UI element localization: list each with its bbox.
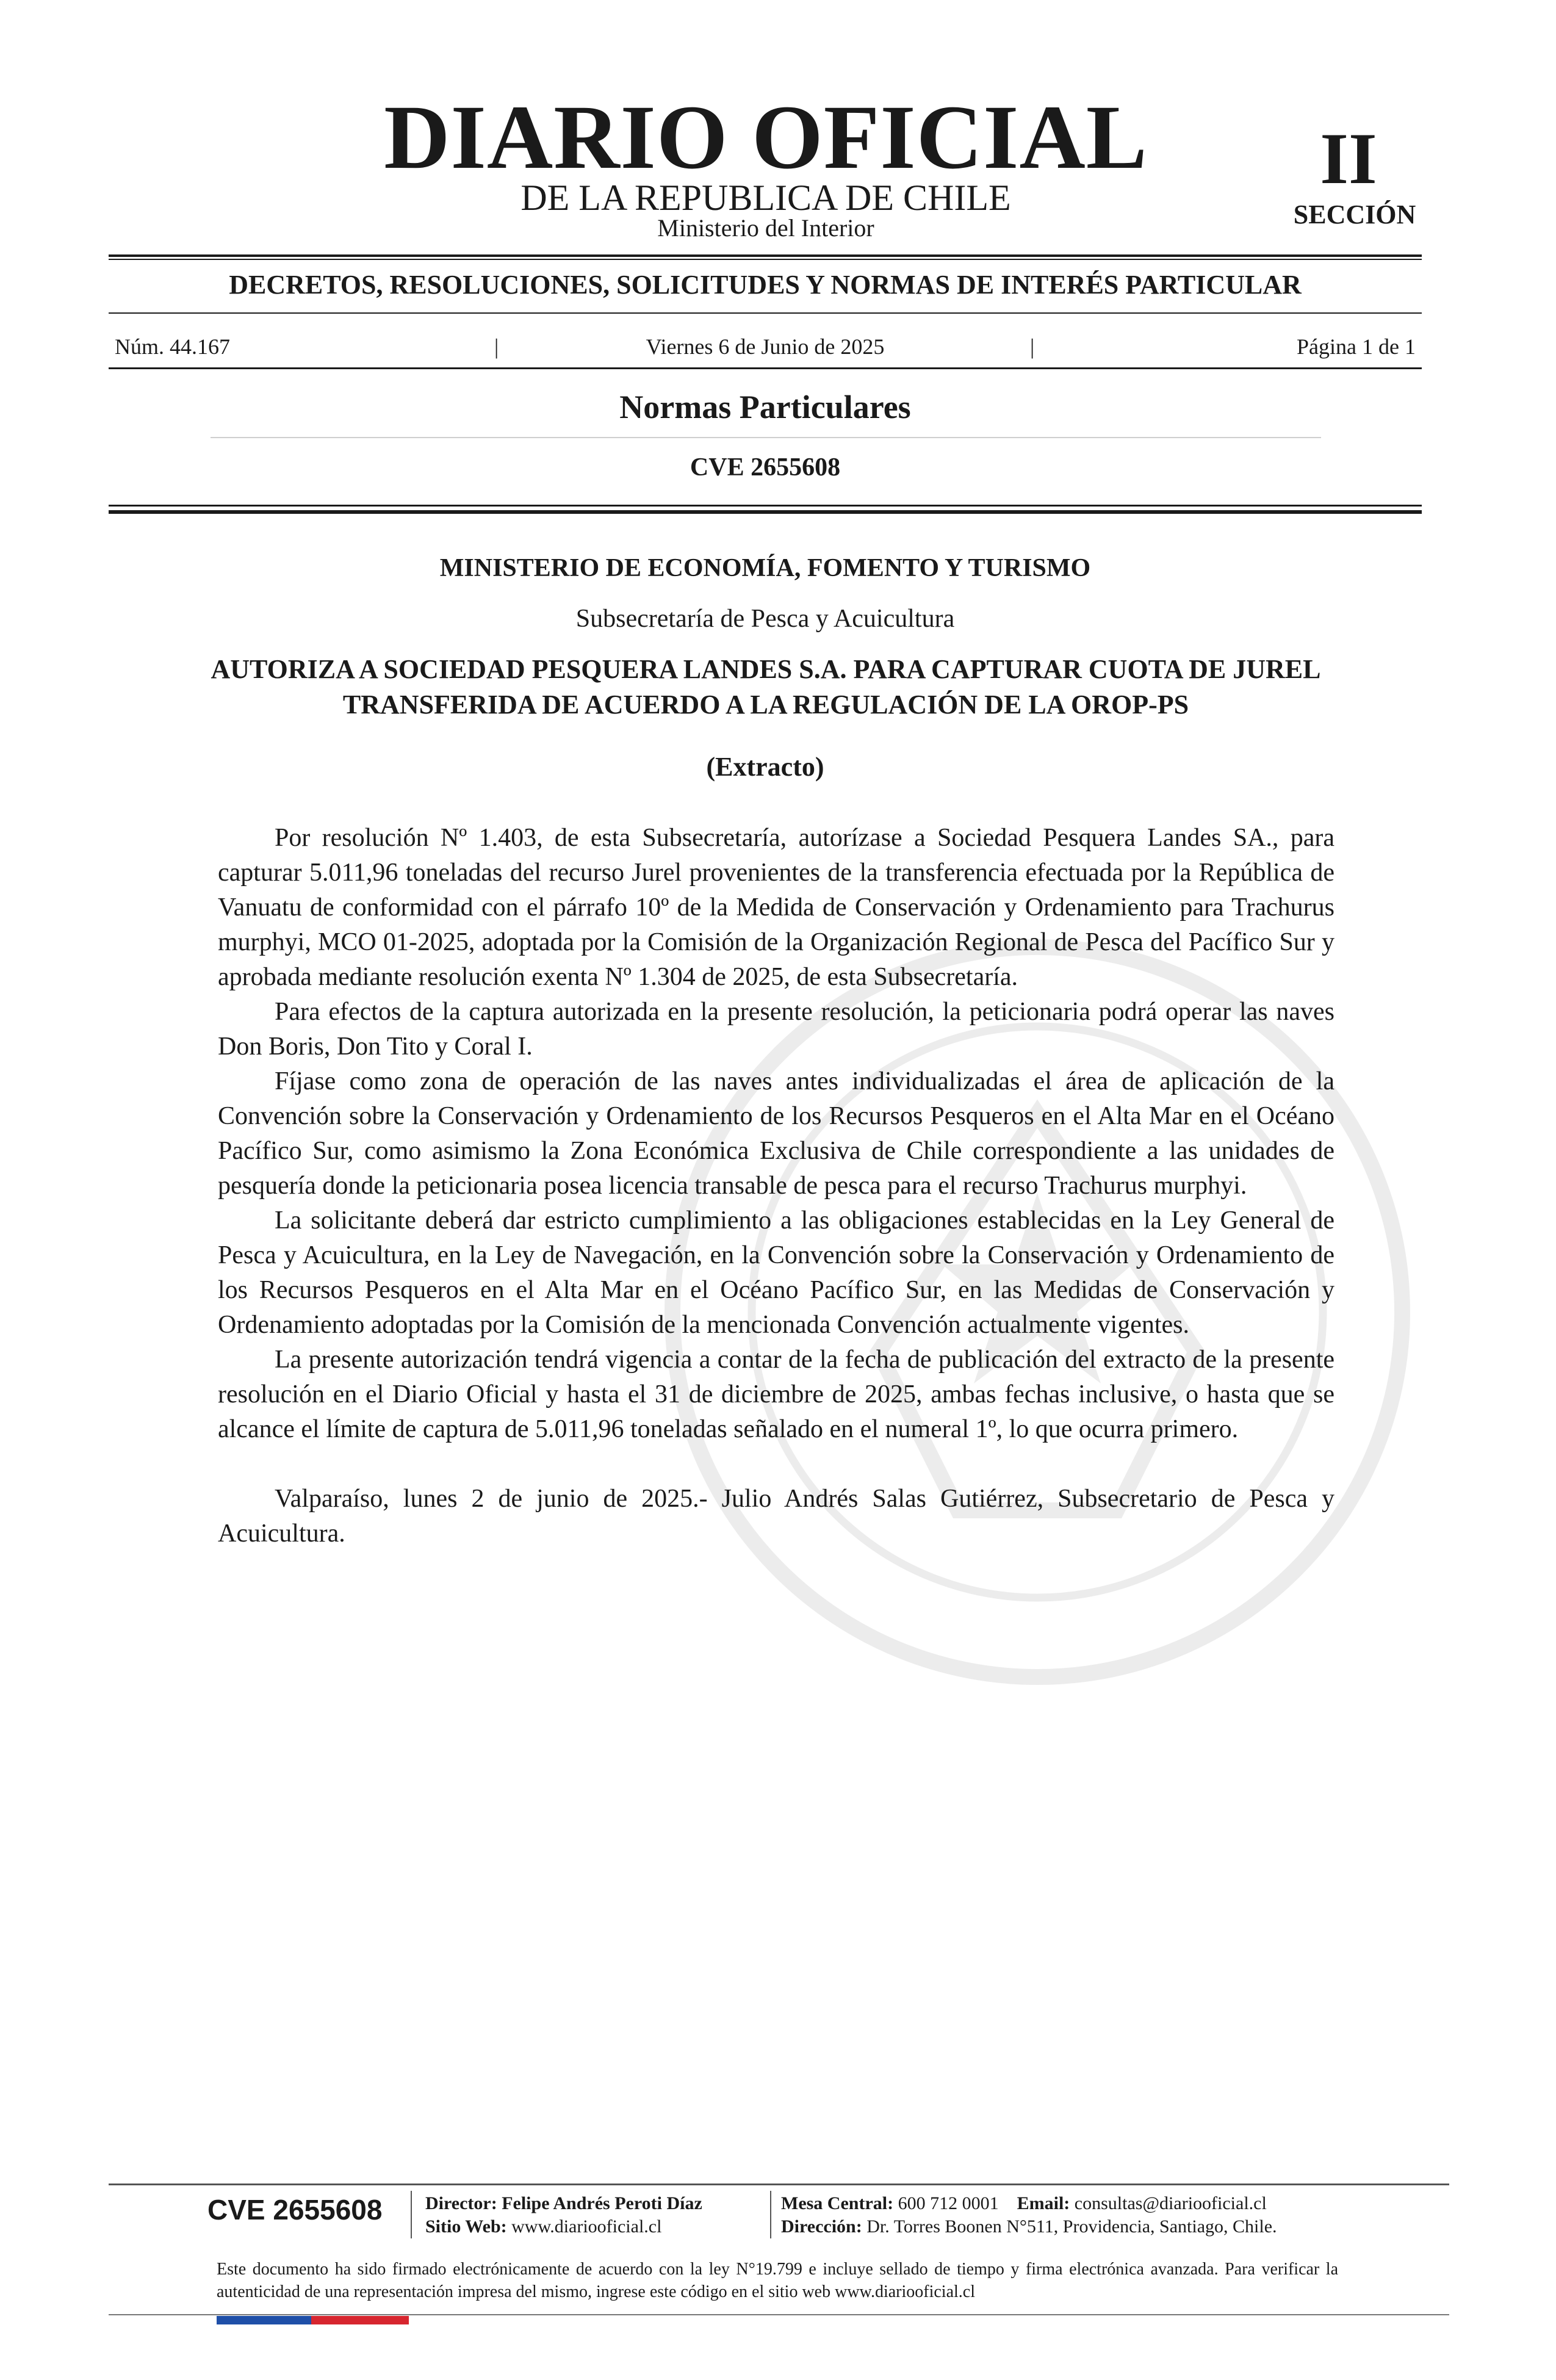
issue-page: Página 1 de 1 (1297, 334, 1416, 359)
footer-divider (411, 2191, 412, 2238)
cve-code: CVE 2655608 (690, 453, 841, 481)
issue-date: Viernes 6 de Junio de 2025 (646, 334, 885, 359)
issue-rule (109, 367, 1422, 369)
resolution-title: AUTORIZA A SOCIEDAD PESQUERA LANDES S.A. PARA CAPTURAR CUOTA DE JUREL TRANSFERIDA DE ACUERDO A LA REGULACIÓN DE LA OROP-PS (211, 654, 1321, 719)
banner: DECRETOS, RESOLUCIONES, SOLICITUDES Y NORMAS DE INTERÉS PARTICULAR (229, 270, 1302, 300)
body-paragraph: Fíjase como zona de operación de las naves antes individualizadas el área de aplicación de la Convención sobre la Conservación y Ordenamiento de los Recursos Pesqueros en el Alta Mar en el Océano Pacífico Sur, como asimismo la Zona Económica Exclusiva de Chile correspondiente a las unidades de pesquería donde la peticionaria posea licencia transable de pesca para el recurso Trachurus murphyi. (218, 1067, 1334, 1200)
section-number: II (1320, 118, 1377, 199)
website-link[interactable]: www.diariooficial.cl (511, 2216, 662, 2237)
director-name: Felipe Andrés Peroti Díaz (502, 2193, 702, 2213)
document-subsecretaria: Subsecretaría de Pesca y Acuicultura (575, 605, 955, 633)
document-ministry: MINISTERIO DE ECONOMÍA, FOMENTO Y TURISMO (439, 554, 1091, 582)
section-heading: Normas Particulares (619, 389, 911, 425)
newspaper-ministry: Ministerio del Interior (657, 214, 874, 242)
body-paragraph: La presente autorización tendrá vigencia a contar de la fecha de publicación del extracto de la presente resolución en el Diario Oficial y hasta el 31 de diciembre de 2025, ambas fechas inclusive, o hasta que se alcance el límite de captura de 5.011,96 toneladas señalado en el numeral 1º, lo que ocurra primero. (218, 1346, 1334, 1443)
flag-stripe-red (311, 2316, 409, 2324)
footer-cve-code: CVE 2655608 (207, 2194, 383, 2226)
issue-bar (109, 334, 1422, 359)
section-label: SECCIÓN (1293, 200, 1416, 229)
newspaper-title: DIARIO OFICIAL (384, 87, 1148, 188)
issue-separator: | (494, 334, 499, 359)
header-rule-thick (109, 510, 1422, 514)
flag-stripe-blue (217, 2316, 311, 2324)
address-value: Dr. Torres Boonen N°511, Providencia, Santiago, Chile. (866, 2216, 1277, 2237)
address-label: Dirección: (781, 2216, 862, 2237)
email-link[interactable]: consultas@diariooficial.cl (1074, 2193, 1267, 2213)
footer-bottom-rule (109, 2314, 1449, 2315)
resolution-body (218, 821, 1334, 1551)
issue-separator: | (1030, 334, 1035, 359)
footer-divider (770, 2191, 771, 2238)
masthead-rule (109, 254, 1422, 257)
footer-contacts-left (425, 2192, 702, 2238)
issue-number: Núm. 44.167 (115, 334, 230, 359)
website-label: Sitio Web: (425, 2216, 507, 2237)
body-paragraph: La solicitante deberá dar estricto cumplimiento a las obligaciones establecidas en la Ley General de Pesca y Acuicultura, en la Ley de Navegación, en la Convención sobre la Conservación y Ordenamiento de los Recursos Pesqueros en el Alta Mar en el Océano Pacífico Sur, en las Medidas de Conservación y Ordenamiento adoptadas por la Comisión de la mencionada Convención actualmente vigentes. (218, 1206, 1334, 1339)
footer-contacts-right (781, 2192, 1277, 2238)
extract-label: (Extracto) (706, 752, 824, 782)
banner-rule (109, 312, 1422, 314)
body-paragraph: Para efectos de la captura autorizada en la presente resolución, la peticionaria podrá operar las naves Don Boris, Don Tito y Coral I. (218, 998, 1334, 1061)
email-label: Email: (1017, 2193, 1070, 2213)
body-paragraph: Por resolución Nº 1.403, de esta Subsecretaría, autorízase a Sociedad Pesquera Landes SA., para capturar 5.011,96 toneladas del recurso Jurel provenientes de la transferencia efectuada por la República de Vanuatu de conformidad con el párrafo 10º de la Medida de Conservación y Ordenamiento para Trachurus murphyi, MCO 01-2025, adoptada por la Comisión de la Organización Regional de Pesca del Pacífico Sur y aprobada mediante resolución exenta Nº 1.304 de 2025, de esta Subsecretaría. (218, 824, 1334, 991)
section-divider (211, 437, 1321, 438)
phone-label: Mesa Central: (781, 2193, 894, 2213)
masthead-rule-thin (109, 259, 1422, 260)
newspaper-subtitle: DE LA REPUBLICA DE CHILE (520, 178, 1011, 218)
director-label: Director: (425, 2193, 497, 2213)
footer-rule (109, 2183, 1449, 2185)
phone-value: 600 712 0001 (898, 2193, 999, 2213)
footer-legal-note: Este documento ha sido firmado electrónicamente de acuerdo con la ley N°19.799 e incluye sellado de tiempo y firma electrónica avanzada. Para verificar la autenticidad de una representación impresa del mismo, ingrese este código en el sitio web www.diariooficial.cl (217, 2260, 1338, 2301)
header-rule (109, 505, 1422, 507)
signature: Valparaíso, lunes 2 de junio de 2025.- Julio Andrés Salas Gutiérrez, Subsecretario de Pesca y Acuicultura. (218, 1485, 1334, 1548)
